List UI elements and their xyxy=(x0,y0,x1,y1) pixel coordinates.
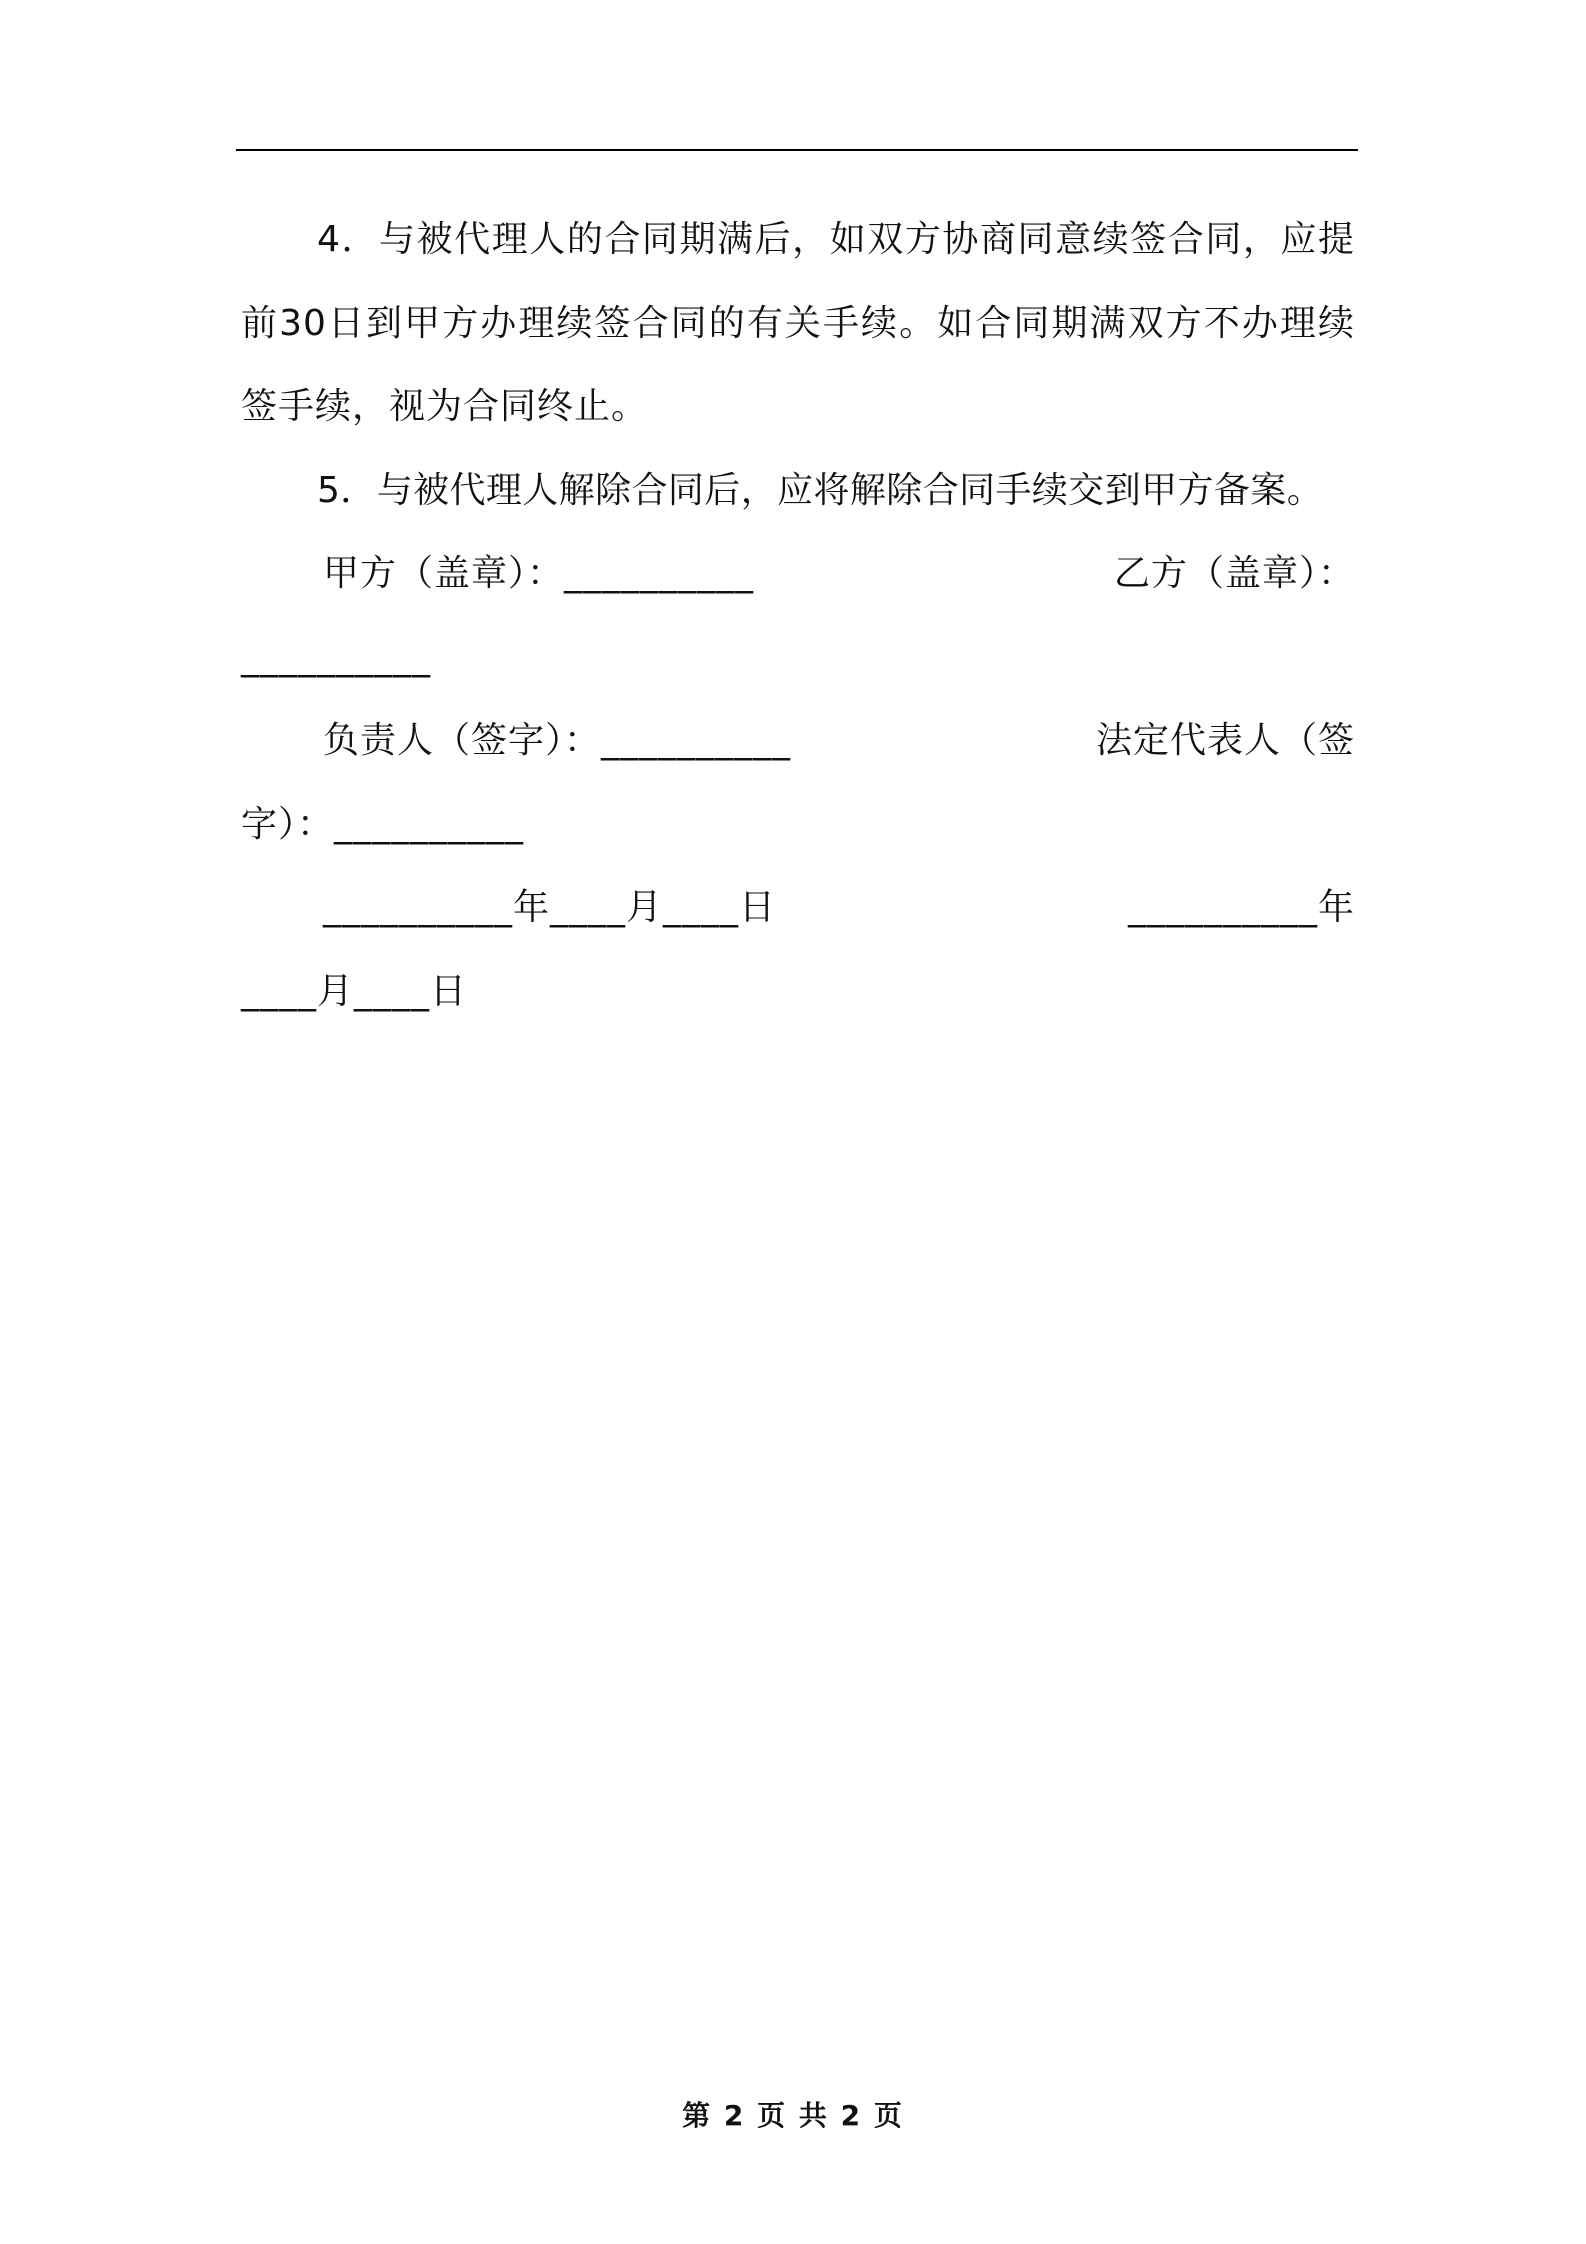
document-body xyxy=(241,198,1355,1033)
page-number-footer: 第 2 页 共 2 页 xyxy=(682,2099,904,2132)
party-b-seal-label: 乙方（盖章）： xyxy=(1113,553,1355,594)
party-b-date-month-day: ____月____日 xyxy=(241,970,468,1012)
header-rule xyxy=(236,149,1358,151)
legal-rep-sign-field: 字）：__________ xyxy=(241,803,525,845)
clause-4-paragraph: 4．与被代理人的合同期满后，如双方协商同意续签合同，应提前30日到甲方办理续签合同的有关手续。如合同期满双方不办理续签手续，视为合同终止。 xyxy=(241,219,1355,427)
signature-row xyxy=(241,699,1355,866)
party-b-date-year: __________年 xyxy=(1127,887,1355,928)
date-row xyxy=(241,866,1355,1033)
seal-row xyxy=(241,532,1355,699)
party-b-seal-blank: __________ xyxy=(241,636,431,678)
party-a-date-field: __________年____月____日 xyxy=(323,887,776,928)
legal-rep-sign-label: 法定代表人（签 xyxy=(1095,720,1355,761)
party-a-seal-field: 甲方（盖章）：__________ xyxy=(323,553,755,594)
clause-5-paragraph: 5．与被代理人解除合同后，应将解除合同手续交到甲方备案。 xyxy=(317,469,1324,511)
responsible-person-sign-field: 负责人（签字）：__________ xyxy=(323,720,792,761)
